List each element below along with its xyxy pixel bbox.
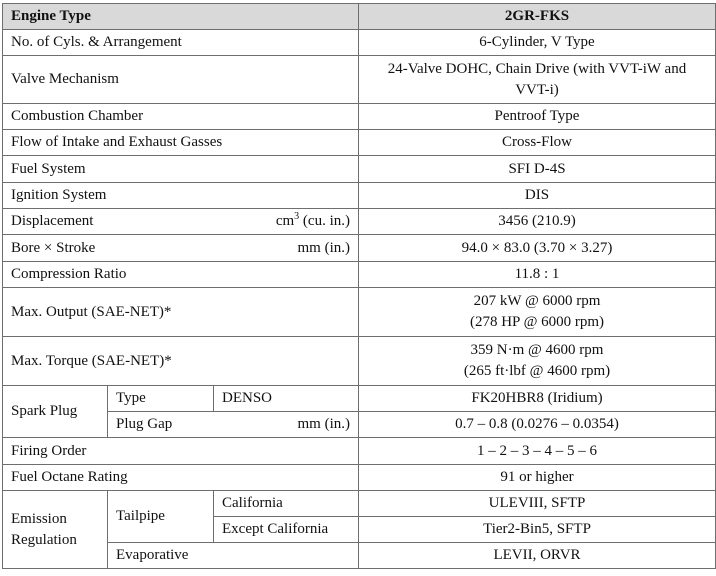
row-label: Compression Ratio	[3, 262, 359, 288]
california-value: ULEVIII, SFTP	[359, 491, 716, 517]
spark-plug-label: Spark Plug	[3, 386, 108, 438]
engine-type-value: 2GR-FKS	[359, 4, 716, 30]
unit-base: cm	[275, 213, 295, 229]
label-text: Bore × Stroke	[11, 239, 96, 256]
table-row	[3, 156, 716, 183]
unit-text: mm (in.)	[297, 239, 350, 256]
value-line: 207 kW @ 6000 rpm	[473, 293, 601, 309]
unit-text	[276, 211, 350, 232]
row-value: 3456 (210.9)	[359, 209, 716, 235]
row-label	[3, 209, 359, 235]
header-row	[3, 4, 716, 30]
row-label: Fuel System	[3, 156, 359, 183]
california-label: California	[214, 491, 359, 517]
value-line: VVT-i)	[515, 81, 559, 98]
plug-gap-label	[108, 412, 359, 438]
row-value	[359, 288, 716, 337]
row-label	[3, 235, 359, 262]
row-label: Firing Order	[3, 438, 359, 465]
row-label: Fuel Octane Rating	[3, 465, 359, 491]
row-value: SFI D-4S	[359, 156, 716, 183]
value-line: (265 ft·lbf @ 4600 rpm)	[463, 363, 611, 379]
table-row	[3, 209, 716, 235]
label-text: Plug Gap	[116, 416, 173, 432]
plug-gap-value: 0.7 – 0.8 (0.0276 – 0.0354)	[359, 412, 716, 438]
unit-text: mm (in.)	[297, 416, 350, 432]
label-line: Regulation	[11, 531, 77, 548]
table-row	[3, 491, 716, 517]
table-row	[3, 337, 716, 386]
row-value	[359, 56, 716, 104]
row-label: Flow of Intake and Exhaust Gasses	[3, 130, 359, 156]
label-line: Emission	[11, 510, 67, 527]
table-row	[3, 288, 716, 337]
except-california-label: Except California	[214, 517, 359, 543]
row-label: Combustion Chamber	[3, 104, 359, 130]
table-row	[3, 438, 716, 465]
row-label: Valve Mechanism	[3, 56, 359, 104]
spark-type-brand: DENSO	[214, 386, 359, 412]
row-value: 94.0 × 83.0 (3.70 × 3.27)	[359, 235, 716, 262]
row-label: Max. Torque (SAE-NET)*	[3, 337, 359, 386]
value-line: 24-Valve DOHC, Chain Drive (with VVT-iW and	[387, 60, 687, 77]
table-row	[3, 104, 716, 130]
emission-regulation-label	[3, 491, 108, 569]
engine-type-label: Engine Type	[3, 4, 359, 30]
evaporative-label: Evaporative	[108, 543, 359, 569]
label-text: Displacement	[11, 213, 94, 229]
table-row	[3, 130, 716, 156]
except-california-value: Tier2-Bin5, SFTP	[359, 517, 716, 543]
table-row	[3, 56, 716, 104]
table-row	[3, 30, 716, 56]
table-row	[3, 543, 716, 569]
evaporative-value: LEVII, ORVR	[359, 543, 716, 569]
table-row	[3, 386, 716, 412]
table-row	[3, 262, 716, 288]
engine-spec-table	[2, 3, 716, 569]
unit-superscript: 3	[294, 211, 300, 222]
row-value: 91 or higher	[359, 465, 716, 491]
table-row	[3, 235, 716, 262]
row-value: Cross-Flow	[359, 130, 716, 156]
spark-type-label: Type	[108, 386, 214, 412]
row-value: 6-Cylinder, V Type	[359, 30, 716, 56]
row-value: 11.8 : 1	[359, 262, 716, 288]
row-value: Pentroof Type	[359, 104, 716, 130]
row-label: Ignition System	[3, 183, 359, 209]
table-row	[3, 465, 716, 491]
table-row	[3, 183, 716, 209]
spark-type-value: FK20HBR8 (Iridium)	[359, 386, 716, 412]
value-line: 359 N·m @ 4600 rpm	[470, 342, 604, 358]
row-label: Max. Output (SAE-NET)*	[3, 288, 359, 337]
value-line: (278 HP @ 6000 rpm)	[469, 314, 605, 330]
row-value: 1 – 2 – 3 – 4 – 5 – 6	[359, 438, 716, 465]
table-row	[3, 412, 716, 438]
tailpipe-label: Tailpipe	[108, 491, 214, 543]
unit-rest: (cu. in.)	[299, 213, 350, 229]
row-label: No. of Cyls. & Arrangement	[3, 30, 359, 56]
row-value: DIS	[359, 183, 716, 209]
row-value	[359, 337, 716, 386]
